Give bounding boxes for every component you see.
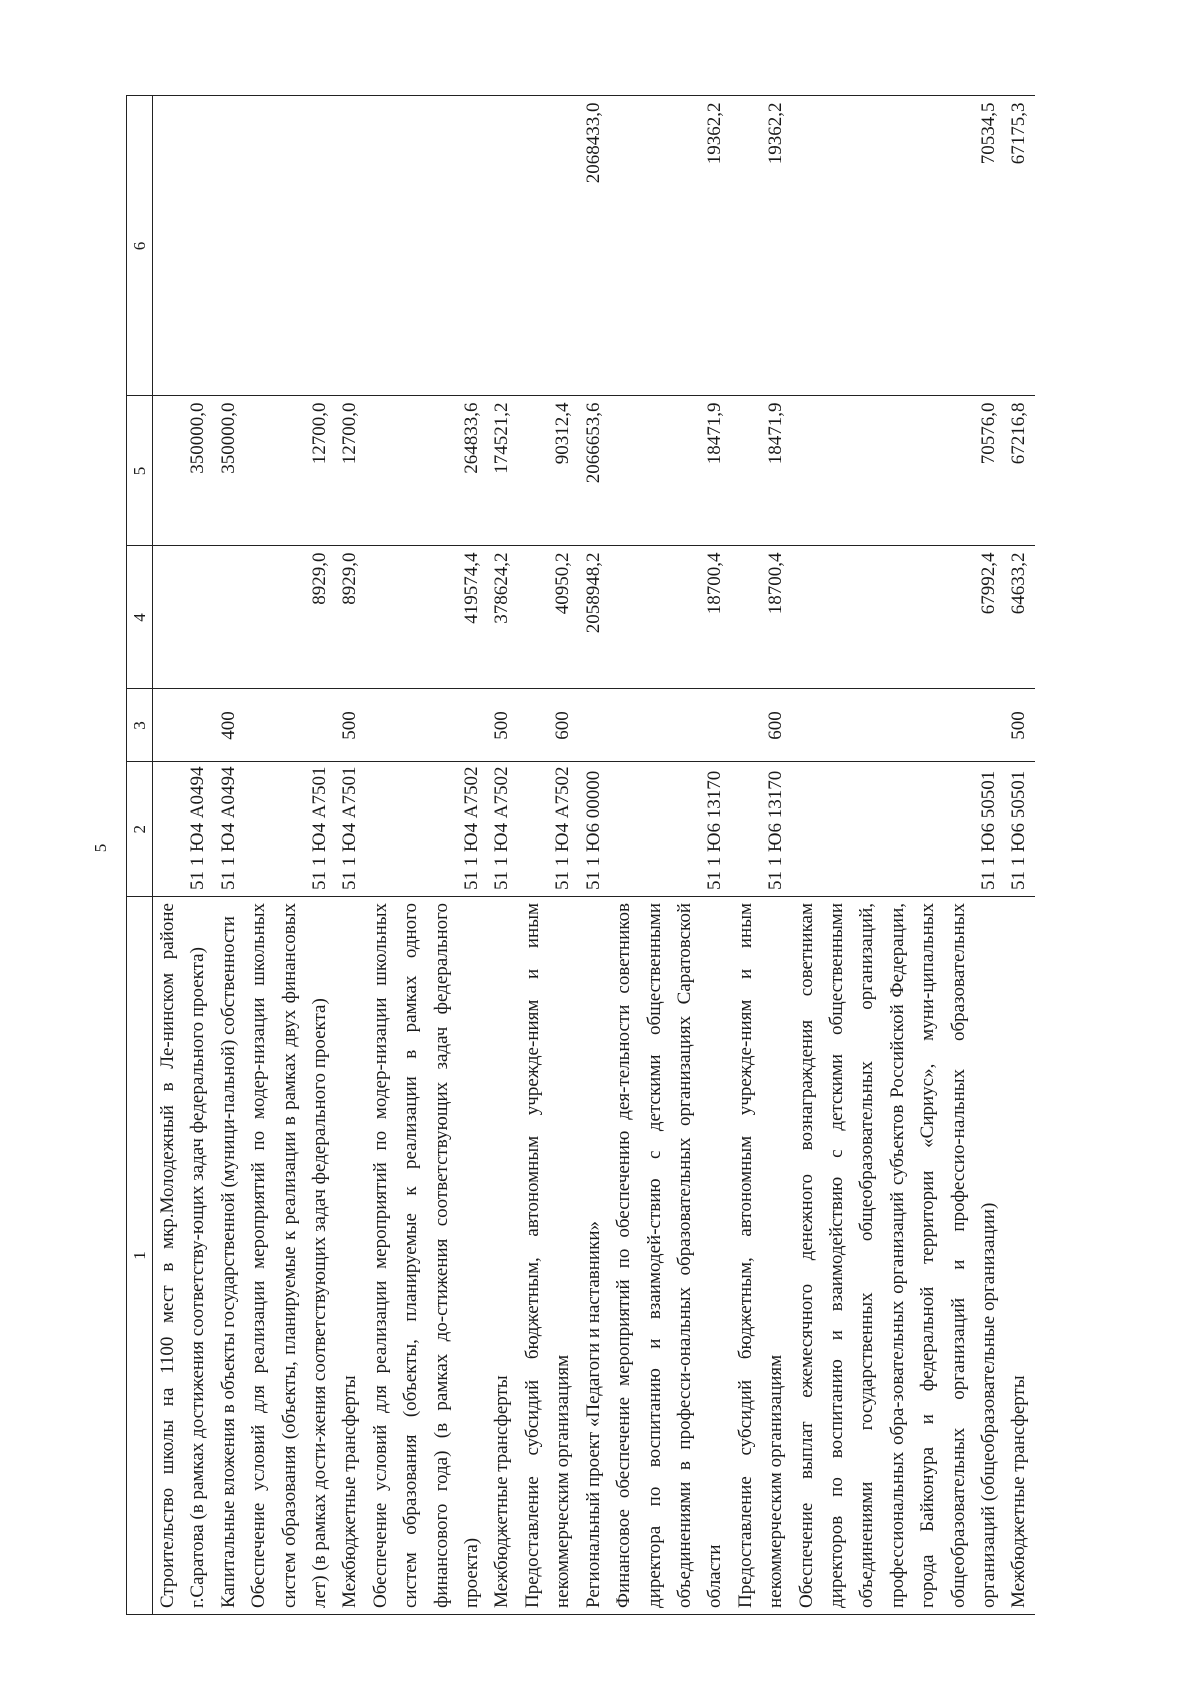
table-row [609, 96, 731, 1615]
row-value-col5: 174521,2 [487, 396, 517, 546]
row-value-col4: 8929,0 [335, 546, 365, 689]
row-value-col5: 90312,4 [518, 396, 579, 546]
budget-table [126, 96, 1035, 1616]
row-name: Межбюджетные трансферты [487, 897, 517, 1615]
row-value-col5: 2066653,6 [579, 396, 609, 546]
row-value-col4: 419574,4 [366, 546, 488, 689]
table-row [153, 96, 214, 1615]
row-name: Межбюджетные трансферты [1004, 897, 1034, 1615]
row-value-col5: 18471,9 [731, 396, 792, 546]
row-value-col6: 2068433,0 [579, 96, 609, 396]
row-code: 51 1 Ю6 13170 [731, 762, 792, 897]
row-name: Капитальные вложения в объекты государственной (муници-пальной) собственности [214, 897, 244, 1615]
row-value-col5: 350000,0 [153, 396, 214, 546]
row-value-col4: 2058948,2 [579, 546, 609, 689]
row-expense-type: 500 [487, 689, 517, 762]
row-expense-type: 600 [518, 689, 579, 762]
row-value-col6: 19362,2 [609, 96, 731, 396]
row-value-col5: 67216,8 [1004, 396, 1034, 546]
column-header: 4 [127, 546, 153, 689]
row-expense-type [153, 689, 214, 762]
row-value-col4: 18700,4 [609, 546, 731, 689]
row-expense-type [579, 689, 609, 762]
row-code: 51 1 Ю6 50501 [792, 762, 1005, 897]
table-row [214, 96, 244, 1615]
row-value-col6 [518, 96, 579, 396]
row-name: Предоставление субсидий бюджетным, автономным учрежде-ниям и иным некоммерческим организациям [518, 897, 579, 1615]
row-code: 51 1 Ю4 А7502 [366, 762, 488, 897]
row-value-col5: 12700,0 [335, 396, 365, 546]
table-row [518, 96, 579, 1615]
row-value-col6: 67175,3 [1004, 96, 1034, 396]
row-value-col6 [487, 96, 517, 396]
table-row [579, 96, 609, 1615]
row-value-col5: 18471,9 [609, 396, 731, 546]
row-value-col4: 8929,0 [244, 546, 335, 689]
table-row [792, 96, 1005, 1615]
row-value-col4: 40950,2 [518, 546, 579, 689]
row-name: Финансовое обеспечение мероприятий по обеспечению дея-тельности советников директора по воспитанию и взаимодей-ствию с детскими общественными объединениями в професси-ональных образовательных организациях Саратовской области [609, 897, 731, 1615]
table-header-row [127, 96, 153, 1615]
row-value-col6 [366, 96, 488, 396]
row-expense-type: 500 [335, 689, 365, 762]
row-name: Предоставление субсидий бюджетным, автономным учрежде-ниям и иным некоммерческим организациям [731, 897, 792, 1615]
row-name: Строительство школы на 1100 мест в мкр.Молодежный в Ле-нинском районе г.Саратова (в рамках достижения соответству-ющих задач федерального проекта) [153, 897, 214, 1615]
row-code: 51 1 Ю4 А7502 [518, 762, 579, 897]
table-row [335, 96, 365, 1615]
row-name: Региональный проект «Педагоги и наставники» [579, 897, 609, 1615]
row-value-col4 [214, 546, 244, 689]
row-name: Межбюджетные трансферты [335, 897, 365, 1615]
column-header: 1 [127, 897, 153, 1615]
row-expense-type: 500 [1004, 689, 1034, 762]
row-expense-type [792, 689, 1005, 762]
column-header: 6 [127, 96, 153, 396]
column-header: 3 [127, 689, 153, 762]
row-value-col4: 64633,2 [1004, 546, 1034, 689]
row-value-col6: 70534,5 [792, 96, 1005, 396]
table-row [366, 96, 488, 1615]
row-code: 51 1 Ю4 А0494 [153, 762, 214, 897]
row-expense-type [366, 689, 488, 762]
column-header: 5 [127, 396, 153, 546]
row-code: 51 1 Ю4 А7502 [487, 762, 517, 897]
row-code: 51 1 Ю4 А0494 [214, 762, 244, 897]
table-row [731, 96, 792, 1615]
row-name: Обеспечение условий для реализации мероприятий по модер-низации школьных систем образования (объекты, планируемые к реализации в рамках одного финансового года) (в рамках до-стижения соответствующих задач федерального проекта) [366, 897, 488, 1615]
column-header: 2 [127, 762, 153, 897]
table-row [244, 96, 335, 1615]
row-code: 51 1 Ю4 А7501 [335, 762, 365, 897]
row-expense-type [609, 689, 731, 762]
table-row [487, 96, 517, 1615]
row-value-col5: 350000,0 [214, 396, 244, 546]
row-expense-type: 400 [214, 689, 244, 762]
row-value-col4: 18700,4 [731, 546, 792, 689]
row-code: 51 1 Ю6 13170 [609, 762, 731, 897]
row-value-col4: 67992,4 [792, 546, 1005, 689]
page-number: 5 [91, 843, 110, 853]
row-value-col5: 12700,0 [244, 396, 335, 546]
row-code: 51 1 Ю4 А7501 [244, 762, 335, 897]
row-value-col6: 19362,2 [731, 96, 792, 396]
row-name: Обеспечение условий для реализации мероприятий по модер-низации школьных систем образования (объекты, планируемые к реализации в рамках двух финансовых лет) (в рамках дости-жения соответствующих задач федерального проекта) [244, 897, 335, 1615]
row-value-col5: 264833,6 [366, 396, 488, 546]
row-expense-type [244, 689, 335, 762]
row-value-col6 [153, 96, 214, 396]
row-value-col5: 70576,0 [792, 396, 1005, 546]
row-value-col4: 378624,2 [487, 546, 517, 689]
row-name: Обеспечение выплат ежемесячного денежного вознаграждения советникам директоров по воспитанию и взаимодействию с детскими общественными объединениями государственных общеобразовательных организаций, профессиональных обра-зовательных организаций субъектов Российской Федерации, города Байконура и федеральной территории «Сириус», муни-ципальных общеобразовательных организаций и профессио-нальных образовательных организаций (общеобразовательные организации) [792, 897, 1005, 1615]
row-value-col4 [153, 546, 214, 689]
row-expense-type: 600 [731, 689, 792, 762]
row-code: 51 1 Ю6 00000 [579, 762, 609, 897]
table-row [1004, 96, 1034, 1615]
row-code: 51 1 Ю6 50501 [1004, 762, 1034, 897]
row-value-col6 [244, 96, 335, 396]
row-value-col6 [335, 96, 365, 396]
row-value-col6 [214, 96, 244, 396]
